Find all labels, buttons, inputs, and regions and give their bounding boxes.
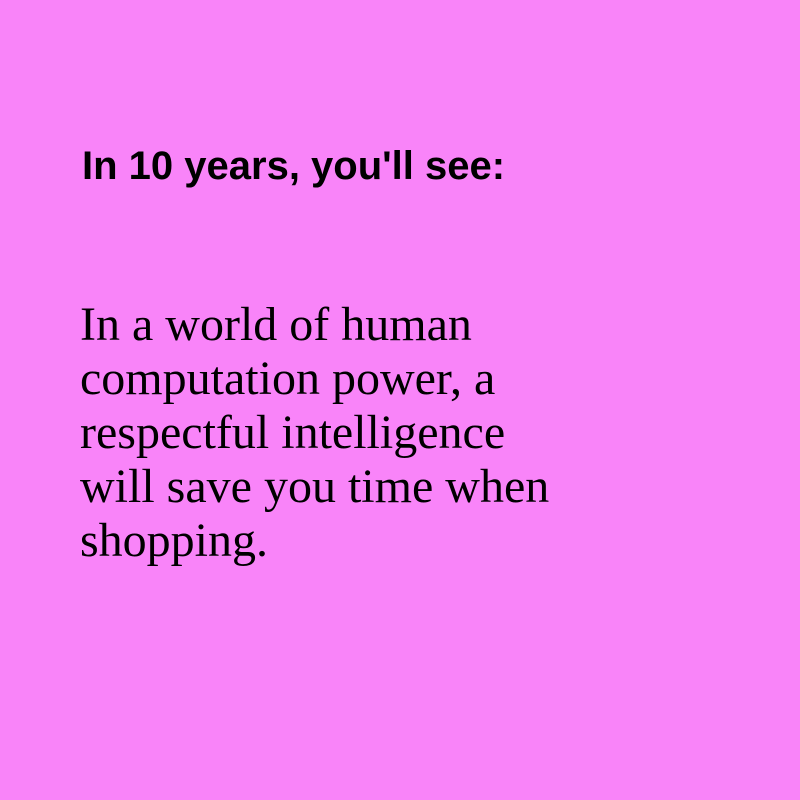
body-line: computation power, a: [80, 352, 496, 405]
card-heading: In 10 years, you'll see:: [82, 144, 506, 188]
card-body-text: [80, 298, 680, 568]
body-line: shopping.: [80, 514, 269, 567]
body-line: respectful intelligence: [80, 406, 506, 459]
body-line: In a world of human: [80, 298, 472, 351]
body-line: will save you time when: [80, 460, 550, 513]
